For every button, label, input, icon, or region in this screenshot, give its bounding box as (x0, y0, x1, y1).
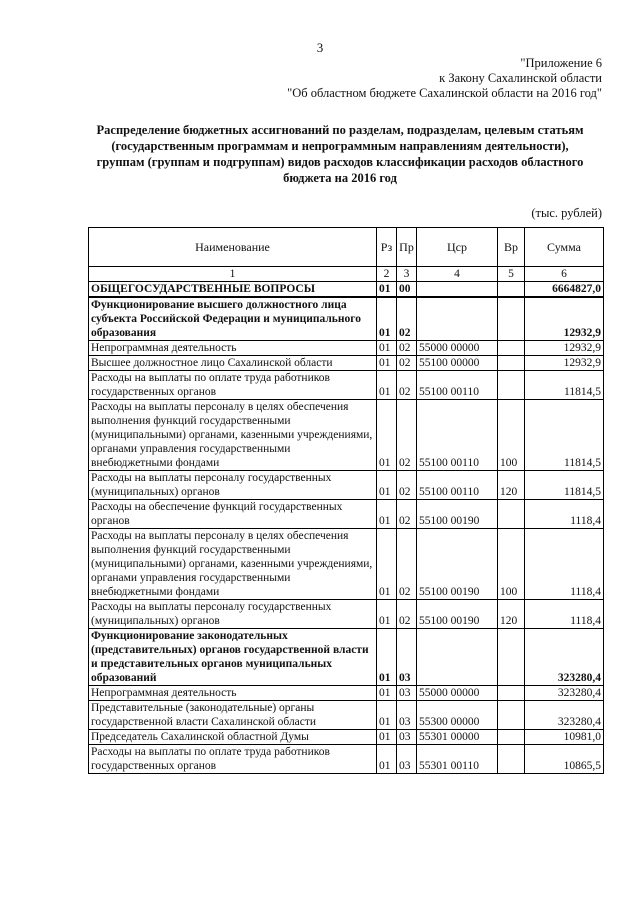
budget-table (88, 227, 604, 774)
table-row (89, 341, 604, 356)
row-sum: 11814,5 (525, 400, 604, 471)
row-vr (498, 341, 525, 356)
table-row (89, 356, 604, 371)
row-name: Непрограммная деятельность (89, 341, 377, 356)
row-csr (417, 629, 498, 686)
col-number: 4 (417, 267, 498, 282)
row-pr: 02 (397, 400, 417, 471)
col-number: 5 (498, 267, 525, 282)
row-csr: 55100 00190 (417, 500, 498, 529)
row-sum: 323280,4 (525, 686, 604, 701)
row-sum: 1118,4 (525, 600, 604, 629)
row-csr: 55100 00110 (417, 371, 498, 400)
appendix-heading (287, 56, 602, 101)
row-pr: 03 (397, 629, 417, 686)
row-rz: 01 (377, 629, 397, 686)
row-name: Председатель Сахалинской областной Думы (89, 730, 377, 745)
row-pr: 03 (397, 745, 417, 774)
row-name: Расходы на обеспечение функций государственных органов (89, 500, 377, 529)
row-name: Расходы на выплаты по оплате труда работников государственных органов (89, 745, 377, 774)
row-sum: 10865,5 (525, 745, 604, 774)
row-csr: 55000 00000 (417, 341, 498, 356)
row-vr (498, 730, 525, 745)
row-name: Расходы на выплаты персоналу государственных (муниципальных) органов (89, 471, 377, 500)
row-pr: 02 (397, 356, 417, 371)
row-sum: 12932,9 (525, 356, 604, 371)
table-row (89, 730, 604, 745)
row-sum: 323280,4 (525, 701, 604, 730)
header-csr: Цср (417, 228, 498, 267)
row-vr (498, 371, 525, 400)
table-row (89, 371, 604, 400)
row-rz: 01 (377, 529, 397, 600)
row-vr (498, 356, 525, 371)
units-label: (тыс. рублей) (531, 206, 602, 220)
row-sum: 11814,5 (525, 371, 604, 400)
row-vr: 100 (498, 529, 525, 600)
col-number: 2 (377, 267, 397, 282)
table-row (89, 282, 604, 298)
row-sum: 1118,4 (525, 500, 604, 529)
row-name: Расходы на выплаты персоналу в целях обеспечения выполнения функций государственными (муниципальными) органами, казенными учреждениями, органами управления государственными внебюджетными фондами (89, 400, 377, 471)
row-rz: 01 (377, 701, 397, 730)
row-vr (498, 745, 525, 774)
row-sum: 1118,4 (525, 529, 604, 600)
header-name: Наименование (89, 228, 377, 267)
table-row (89, 500, 604, 529)
row-rz: 01 (377, 600, 397, 629)
row-vr (498, 297, 525, 341)
row-rz: 01 (377, 371, 397, 400)
header-pr: Пр (397, 228, 417, 267)
row-rz: 01 (377, 297, 397, 341)
row-rz: 01 (377, 471, 397, 500)
row-pr: 03 (397, 686, 417, 701)
appendix-line-3: "Об областном бюджете Сахалинской области на 2016 год" (287, 86, 602, 100)
row-vr: 120 (498, 600, 525, 629)
row-csr: 55000 00000 (417, 686, 498, 701)
row-rz: 01 (377, 400, 397, 471)
appendix-line-2: к Закону Сахалинской области (439, 71, 602, 85)
row-csr: 55100 00110 (417, 400, 498, 471)
row-name: Расходы на выплаты персоналу в целях обеспечения выполнения функций государственными (муниципальными) органами, казенными учреждениями, органами управления государственными внебюджетными фондами (89, 529, 377, 600)
table-header-row (89, 228, 604, 267)
row-pr: 02 (397, 371, 417, 400)
document-title: Распределение бюджетных ассигнований по разделам, подразделам, целевым статьям (государственным программам и непрограммным направлениям деятельности), группам (группам и подгруппам) видов расходов классификации расходов областного бюджета на 2016 год (96, 123, 584, 185)
row-csr: 55300 00000 (417, 701, 498, 730)
row-sum: 6664827,0 (525, 282, 604, 298)
row-pr: 02 (397, 471, 417, 500)
row-sum: 323280,4 (525, 629, 604, 686)
row-rz: 01 (377, 730, 397, 745)
row-name: Функционирование законодательных (представительных) органов государственной власти и представительных органов муниципальных образований (89, 629, 377, 686)
row-pr: 02 (397, 500, 417, 529)
row-vr: 120 (498, 471, 525, 500)
row-pr: 02 (397, 297, 417, 341)
header-rz: Рз (377, 228, 397, 267)
row-vr (498, 282, 525, 298)
row-rz: 01 (377, 282, 397, 298)
row-csr: 55301 00110 (417, 745, 498, 774)
row-csr (417, 282, 498, 298)
row-csr: 55100 00110 (417, 471, 498, 500)
row-name: ОБЩЕГОСУДАРСТВЕННЫЕ ВОПРОСЫ (89, 282, 377, 298)
column-number-row (89, 267, 604, 282)
row-rz: 01 (377, 356, 397, 371)
col-number: 3 (397, 267, 417, 282)
row-vr (498, 629, 525, 686)
row-name: Высшее должностное лицо Сахалинской области (89, 356, 377, 371)
table-row (89, 471, 604, 500)
row-csr: 55301 00000 (417, 730, 498, 745)
row-rz: 01 (377, 341, 397, 356)
row-sum: 12932,9 (525, 297, 604, 341)
row-pr: 02 (397, 341, 417, 356)
col-number: 1 (89, 267, 377, 282)
row-csr (417, 297, 498, 341)
table-row (89, 600, 604, 629)
row-name: Представительные (законодательные) органы государственной власти Сахалинской области (89, 701, 377, 730)
row-pr: 00 (397, 282, 417, 298)
row-rz: 01 (377, 500, 397, 529)
row-vr (498, 500, 525, 529)
appendix-line-1: "Приложение 6 (520, 56, 602, 70)
table-row (89, 686, 604, 701)
row-name: Расходы на выплаты по оплате труда работников государственных органов (89, 371, 377, 400)
row-vr: 100 (498, 400, 525, 471)
row-csr: 55100 00190 (417, 600, 498, 629)
table-row (89, 297, 604, 341)
row-sum: 10981,0 (525, 730, 604, 745)
row-csr: 55100 00190 (417, 529, 498, 600)
row-vr (498, 686, 525, 701)
table-row (89, 400, 604, 471)
row-sum: 12932,9 (525, 341, 604, 356)
row-pr: 03 (397, 701, 417, 730)
header-vr: Вр (498, 228, 525, 267)
header-sum: Сумма (525, 228, 604, 267)
table-row (89, 745, 604, 774)
table-row (89, 701, 604, 730)
table-row (89, 629, 604, 686)
row-name: Непрограммная деятельность (89, 686, 377, 701)
table-row (89, 529, 604, 600)
row-name: Функционирование высшего должностного лица субъекта Российской Федерации и муниципального образования (89, 297, 377, 341)
page-number: 3 (316, 40, 324, 55)
row-name: Расходы на выплаты персоналу государственных (муниципальных) органов (89, 600, 377, 629)
row-pr: 03 (397, 730, 417, 745)
row-rz: 01 (377, 745, 397, 774)
row-sum: 11814,5 (525, 471, 604, 500)
row-pr: 02 (397, 529, 417, 600)
row-vr (498, 701, 525, 730)
row-rz: 01 (377, 686, 397, 701)
row-pr: 02 (397, 600, 417, 629)
row-csr: 55100 00000 (417, 356, 498, 371)
col-number: 6 (525, 267, 604, 282)
